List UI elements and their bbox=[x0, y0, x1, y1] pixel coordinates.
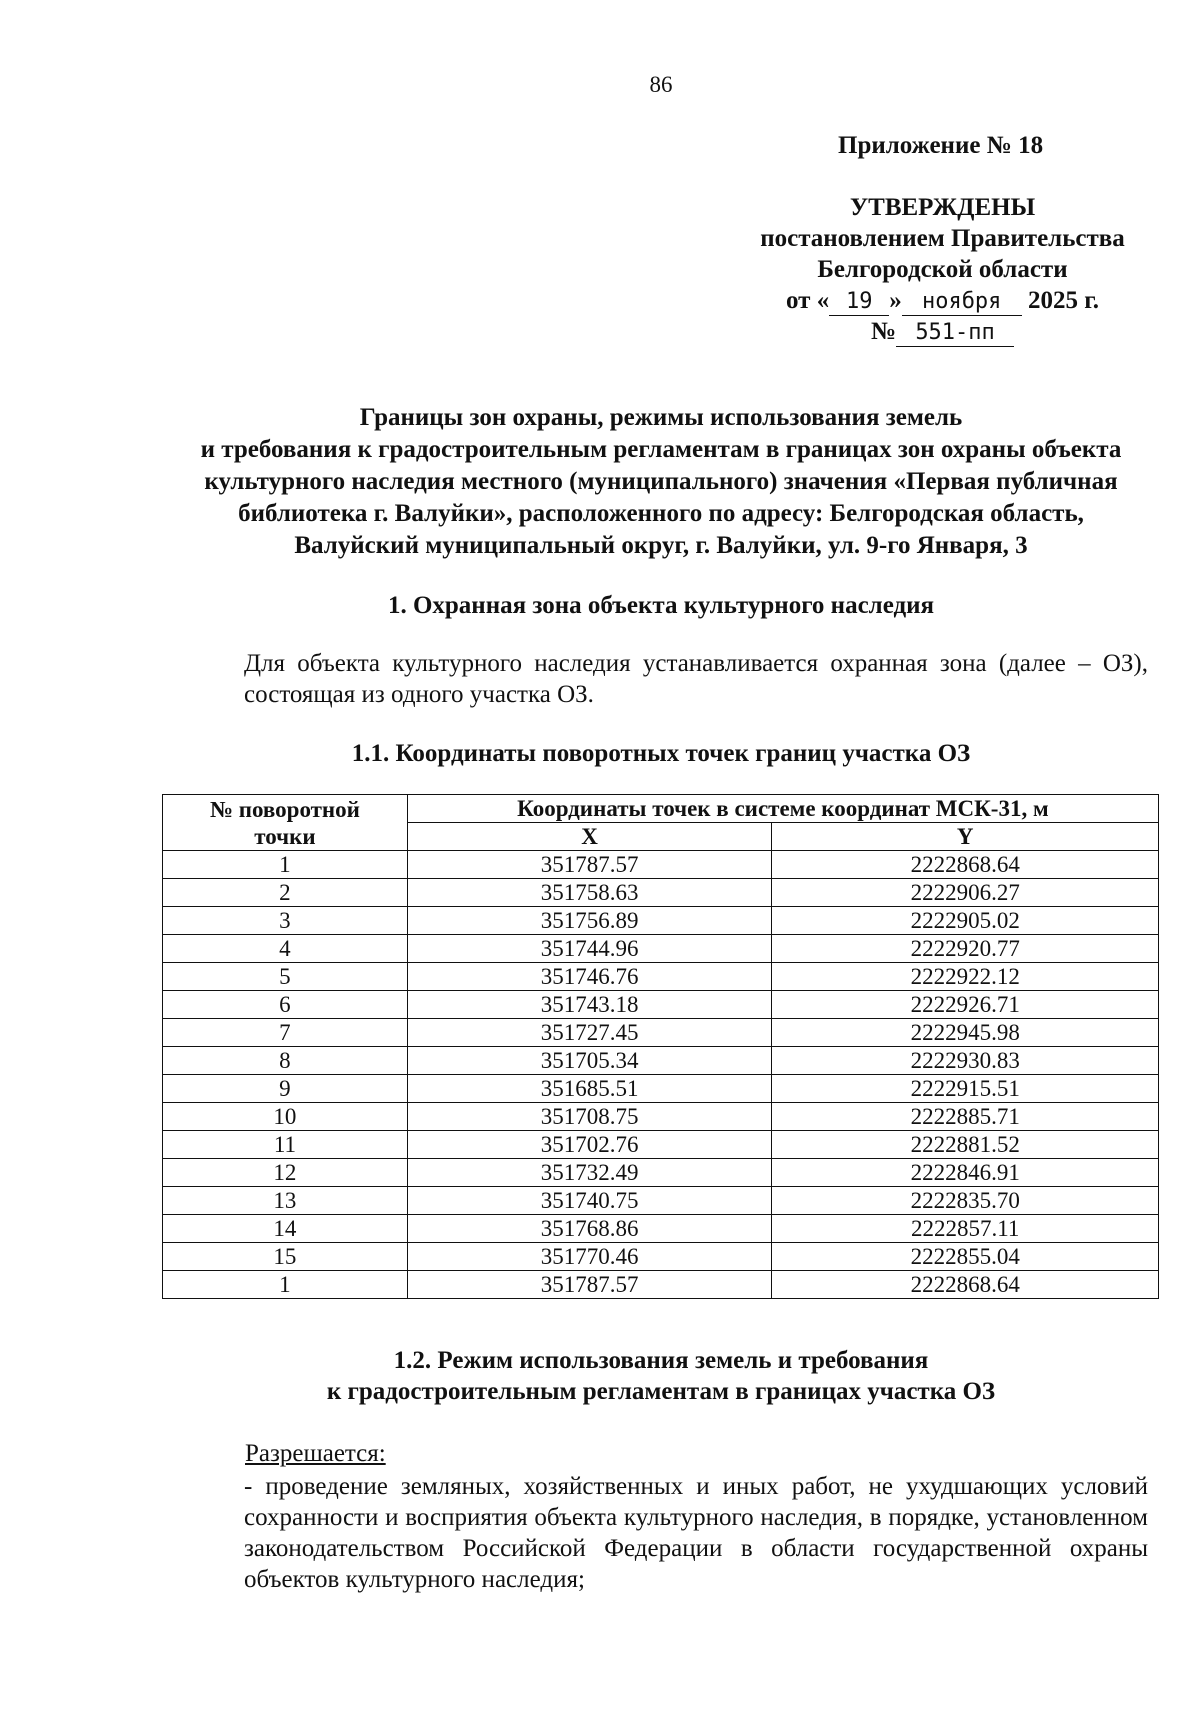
cell-point-number: 11 bbox=[163, 1131, 408, 1159]
cell-x: 351708.75 bbox=[407, 1103, 772, 1131]
cell-point-number: 15 bbox=[163, 1243, 408, 1271]
header-coordinates: Координаты точек в системе координат МСК-31, м bbox=[407, 795, 1158, 823]
cell-point-number: 8 bbox=[163, 1047, 408, 1075]
appendix-label: Приложение № 18 bbox=[838, 132, 1044, 159]
table-row bbox=[163, 1131, 1159, 1159]
coordinates-table bbox=[162, 794, 1159, 1299]
cell-y: 2222926.71 bbox=[772, 991, 1159, 1019]
cell-x: 351685.51 bbox=[407, 1075, 772, 1103]
cell-point-number: 14 bbox=[163, 1215, 408, 1243]
table-row bbox=[163, 991, 1159, 1019]
cell-x: 351770.46 bbox=[407, 1243, 772, 1271]
header-point-line1: № поворотной bbox=[209, 796, 360, 822]
coordinates-table-body bbox=[163, 851, 1159, 1299]
table-row bbox=[163, 935, 1159, 963]
table-row bbox=[163, 1103, 1159, 1131]
date-mid: » bbox=[889, 287, 902, 314]
approval-line-2: Белгородской области bbox=[817, 256, 1068, 283]
cell-point-number: 3 bbox=[163, 907, 408, 935]
cell-x: 351746.76 bbox=[407, 963, 772, 991]
cell-point-number: 1 bbox=[163, 1271, 408, 1299]
table-row bbox=[163, 1019, 1159, 1047]
cell-point-number: 4 bbox=[163, 935, 408, 963]
table-row bbox=[163, 1159, 1159, 1187]
cell-point-number: 1 bbox=[163, 851, 408, 879]
table-row bbox=[163, 1047, 1159, 1075]
cell-y: 2222881.52 bbox=[772, 1131, 1159, 1159]
approval-block bbox=[745, 192, 1140, 347]
cell-y: 2222835.70 bbox=[772, 1187, 1159, 1215]
cell-x: 351758.63 bbox=[407, 879, 772, 907]
title-line: библиотека г. Валуйки», расположенного по адресу: Белгородская область, bbox=[238, 500, 1084, 527]
section-1-heading: 1. Охранная зона объекта культурного наследия bbox=[387, 592, 935, 619]
section-1-2-heading-line-1: 1.2. Режим использования земель и требования bbox=[393, 1347, 929, 1374]
section-1-2-heading bbox=[150, 1345, 1172, 1407]
cell-y: 2222868.64 bbox=[772, 1271, 1159, 1299]
cell-y: 2222905.02 bbox=[772, 907, 1159, 935]
permitted-text-block bbox=[174, 1471, 1148, 1595]
section-1-paragraph: Для объекта культурного наследия устанавливается охранная зона (далее – ОЗ), состоящая из одного участка ОЗ. bbox=[244, 650, 1148, 708]
cell-y: 2222930.83 bbox=[772, 1047, 1159, 1075]
header-y: Y bbox=[772, 823, 1159, 851]
section-1-1-heading: 1.1. Координаты поворотных точек границ участка ОЗ bbox=[351, 740, 971, 767]
permitted-item: - проведение земляных, хозяйственных и иных работ, не ухудшающих условий сохранности и восприятия объекта культурного наследия, в порядке, установленном законодательством Российской Федерации в области государственной охраны объектов культурного наследия; bbox=[244, 1473, 1148, 1593]
cell-y: 2222920.77 bbox=[772, 935, 1159, 963]
header-point-number bbox=[163, 795, 408, 851]
cell-x: 351727.45 bbox=[407, 1019, 772, 1047]
cell-y: 2222945.98 bbox=[772, 1019, 1159, 1047]
cell-y: 2222885.71 bbox=[772, 1103, 1159, 1131]
cell-x: 351743.18 bbox=[407, 991, 772, 1019]
cell-y: 2222857.11 bbox=[772, 1215, 1159, 1243]
cell-y: 2222922.12 bbox=[772, 963, 1159, 991]
title-line: культурного наследия местного (муниципального) значения «Первая публичная bbox=[204, 468, 1118, 495]
date-year: 2025 г. bbox=[1027, 287, 1099, 314]
date-prefix: от « bbox=[786, 287, 830, 314]
cell-point-number: 7 bbox=[163, 1019, 408, 1047]
approval-number bbox=[745, 316, 1140, 347]
cell-point-number: 12 bbox=[163, 1159, 408, 1187]
cell-point-number: 6 bbox=[163, 991, 408, 1019]
cell-x: 351744.96 bbox=[407, 935, 772, 963]
section-1-2-heading-line-2: к градостроительным регламентам в границах участка ОЗ bbox=[326, 1378, 996, 1405]
cell-y: 2222915.51 bbox=[772, 1075, 1159, 1103]
cell-y: 2222855.04 bbox=[772, 1243, 1159, 1271]
section-1-text bbox=[174, 648, 1148, 710]
approval-title: УТВЕРЖДЕНЫ bbox=[849, 194, 1036, 221]
table-row bbox=[163, 879, 1159, 907]
number-prefix: № bbox=[870, 318, 897, 345]
cell-point-number: 9 bbox=[163, 1075, 408, 1103]
approval-date bbox=[745, 285, 1140, 316]
table-row bbox=[163, 1271, 1159, 1299]
cell-x: 351768.86 bbox=[407, 1215, 772, 1243]
cell-point-number: 5 bbox=[163, 963, 408, 991]
page-number: 86 bbox=[649, 72, 673, 97]
header-x: X bbox=[407, 823, 772, 851]
title-line: Валуйский муниципальный округ, г. Валуйки, ул. 9-го Января, 3 bbox=[294, 532, 1028, 559]
table-row bbox=[163, 907, 1159, 935]
table-row bbox=[163, 851, 1159, 879]
header-point-line2: точки bbox=[254, 823, 316, 849]
cell-x: 351740.75 bbox=[407, 1187, 772, 1215]
approval-line-1: постановлением Правительства bbox=[760, 225, 1125, 252]
table-row bbox=[163, 1243, 1159, 1271]
cell-y: 2222906.27 bbox=[772, 879, 1159, 907]
document-title bbox=[150, 402, 1172, 562]
cell-x: 351756.89 bbox=[407, 907, 772, 935]
date-day: 19 bbox=[829, 289, 889, 316]
title-line: Границы зон охраны, режимы использования земель bbox=[359, 404, 963, 431]
cell-y: 2222868.64 bbox=[772, 851, 1159, 879]
cell-x: 351787.57 bbox=[407, 1271, 772, 1299]
table-row bbox=[163, 1187, 1159, 1215]
date-month: ноября bbox=[902, 289, 1022, 316]
table-row bbox=[163, 963, 1159, 991]
cell-point-number: 13 bbox=[163, 1187, 408, 1215]
cell-x: 351732.49 bbox=[407, 1159, 772, 1187]
table-row bbox=[163, 1075, 1159, 1103]
cell-y: 2222846.91 bbox=[772, 1159, 1159, 1187]
cell-x: 351705.34 bbox=[407, 1047, 772, 1075]
permitted-label: Разрешается: bbox=[245, 1440, 386, 1467]
title-line: и требования к градостроительным регламентам в границах зон охраны объекта bbox=[200, 436, 1122, 463]
cell-x: 351702.76 bbox=[407, 1131, 772, 1159]
document-number: 551-пп bbox=[896, 320, 1014, 347]
table-row bbox=[163, 1215, 1159, 1243]
cell-point-number: 2 bbox=[163, 879, 408, 907]
cell-x: 351787.57 bbox=[407, 851, 772, 879]
cell-point-number: 10 bbox=[163, 1103, 408, 1131]
